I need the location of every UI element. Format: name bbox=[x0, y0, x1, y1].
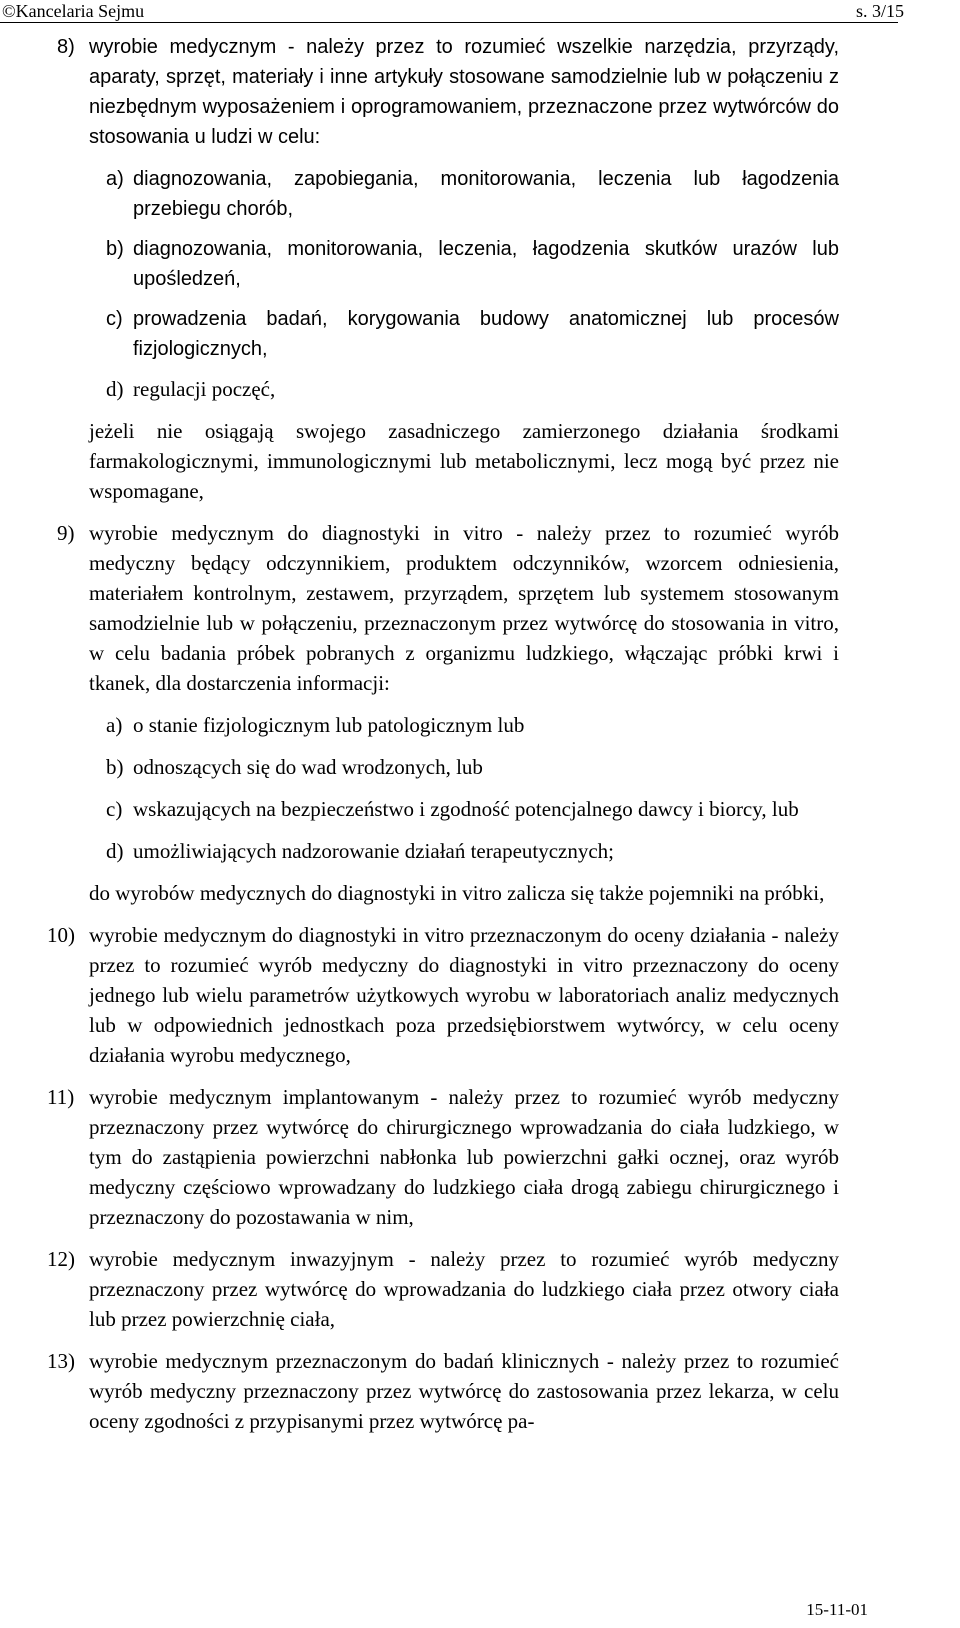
document-body bbox=[0, 28, 960, 1436]
subitem-text: wskazujących na bezpieczeństwo i zgodność potencjalnego dawcy i biorcy, lub bbox=[133, 797, 799, 821]
item-number: 9) bbox=[57, 521, 75, 545]
item-number: 10) bbox=[47, 923, 75, 947]
item-number: 8) bbox=[57, 36, 75, 58]
subitem-number: c) bbox=[106, 797, 123, 821]
subitem-number: b) bbox=[106, 238, 124, 260]
definition-item-13 bbox=[47, 1346, 839, 1436]
subitem-8a bbox=[106, 164, 839, 224]
subitem-number: a) bbox=[106, 168, 124, 190]
item-9-tail: do wyrobów medycznych do diagnostyki in vitro zalicza się także pojemniki na próbki, bbox=[89, 881, 825, 905]
item-8-tail: jeżeli nie osiągają swojego zasadniczego zamierzonego działania środkami farmakologicznymi, immunologicznymi lub metabolicznymi, lecz mogą być przez nie wspomagane, bbox=[89, 419, 839, 503]
item-text: wyrobie medycznym inwazyjnym - należy przez to rozumieć wyrób medyczny przeznaczony przez wytwórcę do wprowadzania do ludzkiego ciała przez otwory ciała lub przez powierzchnię ciała, bbox=[89, 1247, 839, 1331]
page-number: s. 3/15 bbox=[855, 1, 904, 21]
item-number: 13) bbox=[47, 1349, 75, 1373]
subitem-text: diagnozowania, zapobiegania, monitorowania, leczenia lub łagodzenia przebiegu chorób, bbox=[133, 168, 839, 220]
subitem-number: d) bbox=[106, 839, 124, 863]
subitem-9a bbox=[106, 710, 839, 740]
subitem-9c bbox=[106, 794, 839, 824]
subitem-9d bbox=[106, 836, 839, 866]
subitem-text: regulacji poczęć, bbox=[133, 377, 276, 401]
subitem-text: prowadzenia badań, korygowania budowy anatomicznej lub procesów fizjologicznych, bbox=[133, 308, 839, 360]
subitem-text: o stanie fizjologicznym lub patologicznym lub bbox=[133, 713, 525, 737]
header-copyright: ©Kancelaria Sejmu bbox=[2, 1, 145, 21]
header-rule bbox=[0, 22, 898, 23]
item-text: wyrobie medycznym do diagnostyki in vitro - należy przez to rozumieć wyrób medyczny będący odczynnikiem, produktem odczynników, wzorcem odniesienia, materiałem kontrolnym, zestawem, przyrządem, sprzętem lub systemem stosowanym samodzielnie lub w połączeniu, przeznaczonym przez wytwórcę do stosowania in vitro, w celu badania próbek pobranych z organizmu ludzkiego, włączając próbki krwi i tkanek, dla dostarczenia informacji: bbox=[89, 521, 839, 695]
subitem-number: c) bbox=[106, 308, 123, 330]
subitem-8d bbox=[106, 374, 839, 404]
definition-item-10 bbox=[47, 920, 839, 1070]
subitem-text: odnoszących się do wad wrodzonych, lub bbox=[133, 755, 483, 779]
subitem-number: b) bbox=[106, 755, 124, 779]
item-number: 11) bbox=[47, 1085, 75, 1109]
subitem-number: a) bbox=[106, 713, 123, 737]
subitem-text: diagnozowania, monitorowania, leczenia, łagodzenia skutków urazów lub upośledzeń, bbox=[133, 238, 839, 290]
definition-item-11 bbox=[47, 1082, 839, 1232]
definition-item-12 bbox=[47, 1244, 839, 1334]
item-text: wyrobie medycznym implantowanym - należy przez to rozumieć wyrób medyczny przeznaczony przez wytwórcę do chirurgicznego wprowadzania do ciała ludzkiego, w tym do zastąpienia powierzchni nabłonka lub powierzchni gałki ocznej, oraz wyrób medyczny częściowo wprowadzany do ludzkiego ciała drogą zabiegu chirurgicznego i przeznaczony do pozostawania w nim, bbox=[89, 1085, 839, 1229]
subitem-9b bbox=[106, 752, 839, 782]
item-text: wyrobie medycznym - należy przez to rozumieć wszelkie narzędzia, przyrządy, aparaty, sprzęt, materiały i inne artykuły stosowane samodzielnie lub w połączeniu z niezbędnym wyposażeniem i oprogramowaniem, przeznaczone przez wytwórców do stosowania u ludzi w celu: bbox=[89, 36, 839, 148]
definition-item-8 bbox=[57, 32, 839, 152]
subitem-number: d) bbox=[106, 377, 124, 401]
footer-date-code: 15-11-01 bbox=[806, 1600, 868, 1619]
item-text: wyrobie medycznym przeznaczonym do badań klinicznych - należy przez to rozumieć wyrób medyczny przeznaczony przez wytwórcę do zastosowania przez lekarza, w celu oceny zgodności z przypisanymi przez wytwórcę pa- bbox=[89, 1349, 839, 1433]
item-number: 12) bbox=[47, 1247, 75, 1271]
definition-item-9 bbox=[57, 518, 839, 698]
subitem-8b bbox=[106, 234, 839, 294]
subitem-8c bbox=[106, 304, 839, 364]
item-text: wyrobie medycznym do diagnostyki in vitro przeznaczonym do oceny działania - należy przez to rozumieć wyrób medyczny do diagnostyki in vitro przeznaczony do oceny jednego lub wielu parametrów użytkowych wyrobu w laboratoriach analiz medycznych lub w odpowiednich jednostkach poza przedsiębiorstwem wytwórcy, w celu oceny działania wyrobu medycznego, bbox=[89, 923, 839, 1067]
subitem-text: umożliwiających nadzorowanie działań terapeutycznych; bbox=[133, 839, 615, 863]
